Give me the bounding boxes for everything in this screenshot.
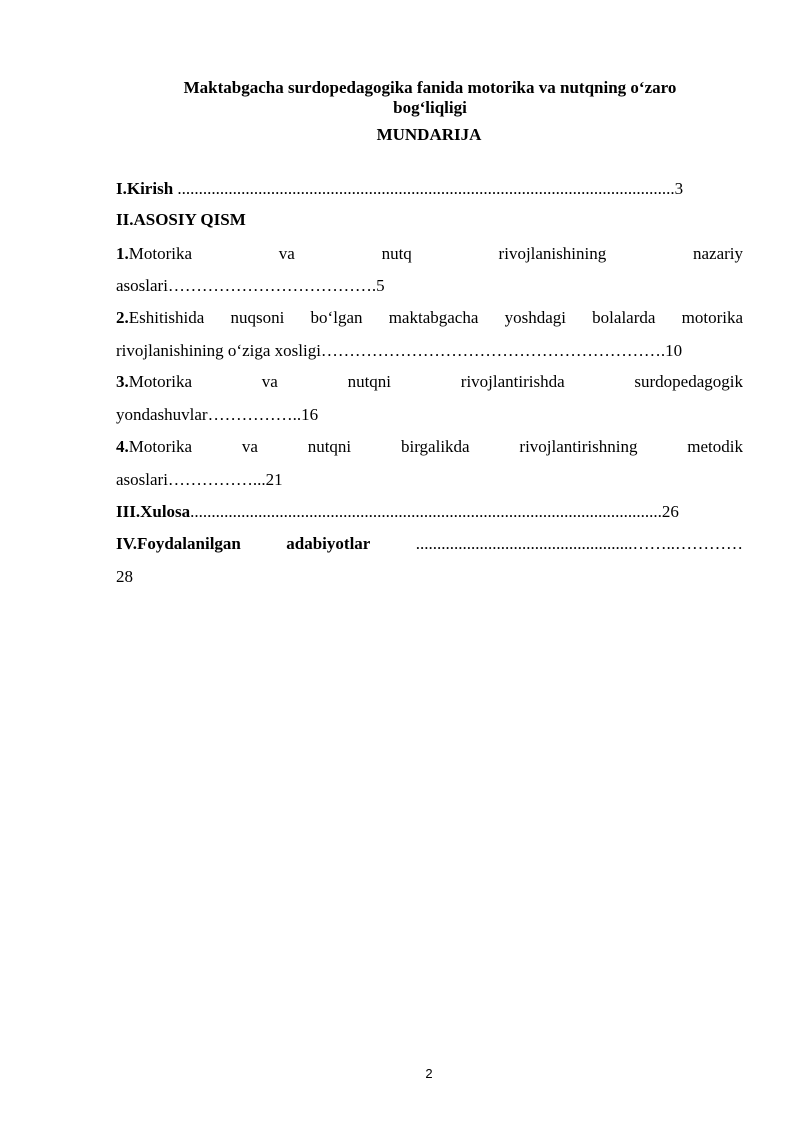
toc-entry-leader: .....................................................................................................................3 <box>173 179 684 198</box>
toc-entry-text: Motorika va nutqni rivojlantirishda surdopedagogik <box>128 372 743 391</box>
toc-entry-3-line-1[interactable] <box>116 370 743 394</box>
toc-entry-number: 4. <box>116 437 129 456</box>
toc-entry-leader: ...................................................……..………… <box>370 534 743 553</box>
toc-entry-references[interactable] <box>116 532 743 556</box>
toc-entry-number: 2. <box>116 308 129 327</box>
title-line-1: Maktabgacha surdopedagogika fanida motorika va nutqning o‘zaro <box>183 78 677 97</box>
toc-entry-text: asoslari……………………………….5 <box>116 276 385 295</box>
page-number: 2 <box>425 1066 433 1081</box>
document-title <box>110 78 750 118</box>
toc-heading: MUNDARIJA <box>376 125 482 144</box>
toc-entry-references-page[interactable] <box>116 565 743 589</box>
toc-entry-4-line-1[interactable] <box>116 435 743 459</box>
toc-entry-text: rivojlanishining o‘ziga xosligi…………………………………………………….10 <box>116 341 683 360</box>
toc-entry-label: I.Kirish <box>116 179 174 198</box>
toc-entry-intro[interactable] <box>116 177 743 201</box>
toc-entry-page: 28 <box>116 567 133 586</box>
toc-entry-2-line-1[interactable] <box>116 306 743 330</box>
toc-entry-text: yondashuvlar……………..16 <box>116 405 319 424</box>
title-line-2: bog‘liqligi <box>393 98 467 117</box>
toc-entry-number: 1. <box>116 244 129 263</box>
toc-entry-text: Eshitishida nuqsoni bo‘lgan maktabgacha yoshdagi bolalarda motorika <box>128 308 743 327</box>
toc-section-label: II.ASOSIY QISM <box>116 210 246 229</box>
toc-entry-text: Motorika va nutqni birgalikda rivojlantirishning metodik <box>128 437 743 456</box>
toc-entry-4-line-2[interactable] <box>116 468 743 492</box>
toc-entry-number: 3. <box>116 372 129 391</box>
toc-entry-2-line-2[interactable] <box>116 339 743 363</box>
toc-entry-conclusion[interactable] <box>116 500 743 524</box>
toc-entry-text: Motorika va nutq rivojlanishining nazariy <box>128 244 743 263</box>
toc-entry-1-line-2[interactable] <box>116 274 743 298</box>
toc-section-main <box>116 208 743 232</box>
toc-entry-text: asoslari……………...21 <box>116 470 283 489</box>
toc-entry-label: III.Xulosa <box>116 502 191 521</box>
toc-entry-leader: ...............................................................................................................26 <box>190 502 679 521</box>
toc-entry-1-line-1[interactable] <box>116 242 743 266</box>
toc-entry-label: IV.Foydalanilgan adabiyotlar <box>116 534 371 553</box>
toc-entry-3-line-2[interactable] <box>116 403 743 427</box>
